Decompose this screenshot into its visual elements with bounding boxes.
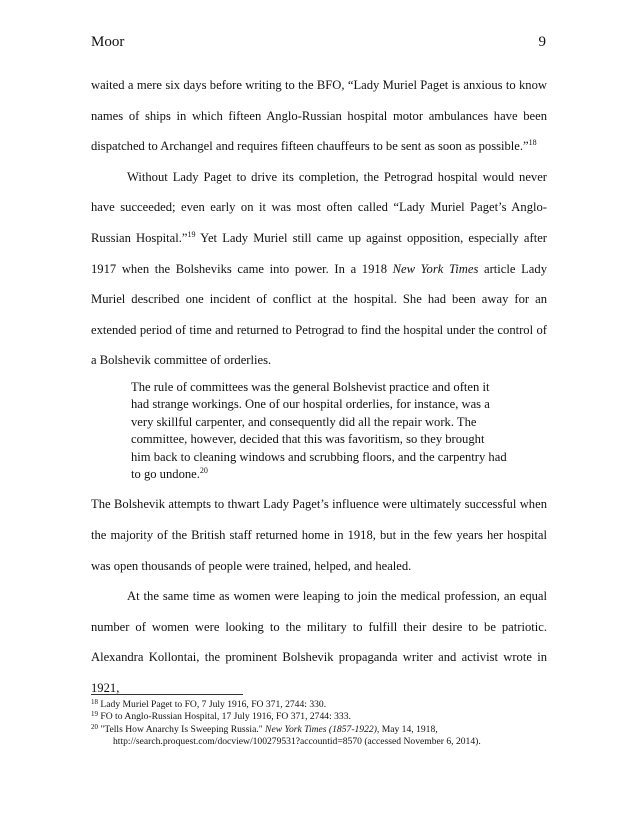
footnote-ref-20: 20 [199,465,208,475]
footnote-20-text-b: May 14, 1918, [379,723,438,735]
footnote-separator [91,694,243,695]
footnote-19-text: FO to Anglo-Russian Hospital, 17 July 1916, FO 371, 2744: 333. [98,711,351,723]
paragraph-4: At the same time as women were leaping to join the medical profession, an equal number of women were looking to the military to fulfill their desire to be patriotic. Alexandra Kollontai, the prominent Bolshevik propaganda writer and activist wrote in 1921, [91,589,547,695]
body-text [91,70,547,704]
footnote-18-number: 18 [91,698,98,706]
footnote-20-url: http://search.proquest.com/docview/100279531?accountid=8570 (accessed November 6, 2014). [113,736,481,748]
page-number: 9 [538,34,546,50]
footnote-ref-18: 18 [528,138,537,148]
paragraph-1-text: waited a mere six days before writing to the BFO, “Lady Muriel Paget is anxious to know names of ships in which fifteen Anglo-Russian hospital motor ambulances have been dispatched to Archangel and requires fifteen chauffeurs to be sent as soon as possible.” [91,78,547,154]
footnote-18-text: Lady Muriel Paget to FO, 7 July 1916, FO 371, 2744: 330. [98,699,327,710]
paragraph-1 [91,70,547,162]
footnote-20 [91,724,547,736]
paragraph-2-text-a: Without Lady Paget to drive its completion, the Petrograd hospital would never have succeeded; even early on it was most often called “Lady Muriel Paget’s Anglo-Russian Hospital.” [91,169,547,245]
block-quote [131,379,507,483]
footnote-19 [91,711,547,723]
footnote-ref-19: 19 [187,229,196,239]
paragraph-2-text-b: Yet Lady Muriel still came up against opposition, especially after 1917 when the Bolsheviks came into power. In a 1918 [91,230,547,276]
block-quote-text: The rule of committees was the general Bolshevist practice and often it had strange workings. One of our hospital orderlies, for instance, was a very skillful carpenter, and consequently did all the repair work. The committee, however, decided that this was favoritism, so they brought him back to cleaning windows and scrubbing floors, and the carpentry had to go undone. [131,379,507,481]
footnote-20-text-a: "Tells How Anarchy Is Sweeping Russia." [98,723,266,735]
paragraph-2-text-c: article Lady Muriel described one incident of conflict at the hospital. She had been away for an extended period of time and returned to Petrograd to find the hospital under the control of a Bolshevik committee of orderlies. [91,261,547,368]
footnote-19-number: 19 [91,710,98,719]
footnote-20-number: 20 [91,722,98,731]
running-header-author: Moor [91,34,125,50]
paragraph-3: The Bolshevik attempts to thwart Lady Paget’s influence were ultimately successful when the majority of the British staff returned home in 1918, but in the few years her hospital was open thousands of people were trained, helped, and healed. [91,497,547,573]
newspaper-title: New York Times [392,261,479,276]
footnote-18 [91,699,547,711]
paragraph-2 [91,162,547,376]
footnotes [91,699,547,749]
footnote-20-source: New York Times (1857-1922), [265,723,380,735]
